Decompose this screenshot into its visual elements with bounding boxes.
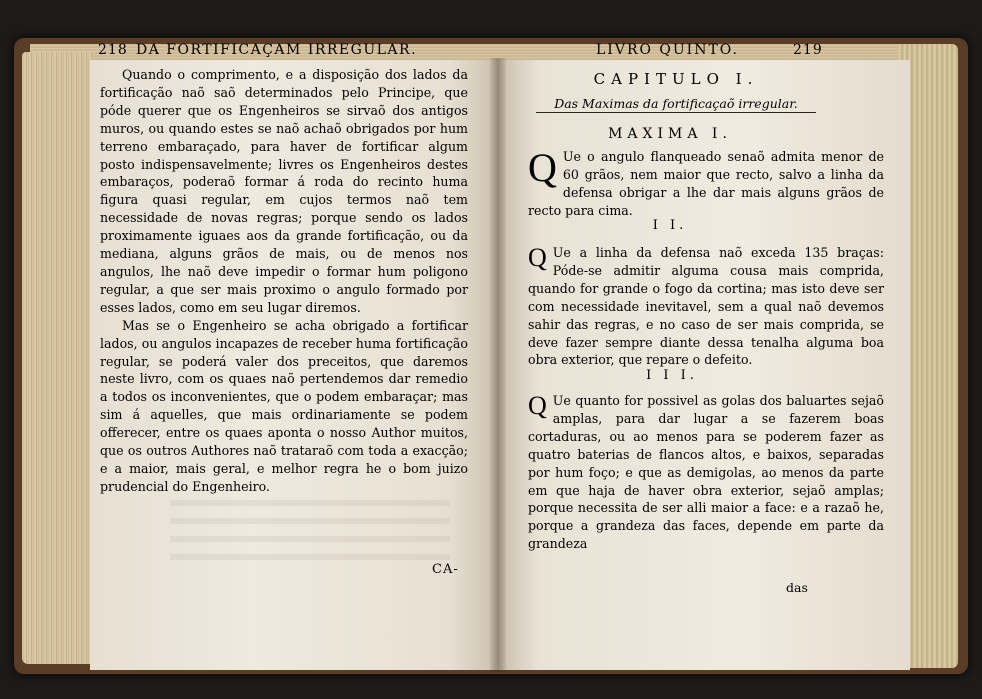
left-running-head: DA FORTIFICAÇAM IRREGULAR. [136,42,418,58]
drop-cap: Q [528,145,557,190]
maxim-heading: MAXIMA I. [608,126,732,142]
maxim-2-heading: I I. [652,218,688,233]
show-through-text [170,500,450,560]
left-page-number: 218 [98,42,128,58]
maxim-3-heading: I I I. [646,368,698,383]
right-page-number: 219 [793,42,823,58]
chapter-subtitle: Das Maximas da fortificaçaõ irregular. [536,96,816,113]
maxim-text: Ue o angulo flanqueado senaõ admita menor de 60 grãos, nem maior que recto, salvo a linha da defensa obrigar a lhe dar mais alguns grãos de recto para cima. [528,149,884,218]
drop-cap: Q [528,391,547,420]
maxim-text: Ue quanto for possivel as golas dos baluartes sejaõ amplas, para dar lugar a se fazerem boas cortaduras, ou ao menos para se poderem fazer as quatro baterias de flancos altos, e baixos, separadas por hum foço; e que as demigolas, ao menos da parte em que haja de haver obra exterior, sejaõ amplas; porque necessita de ser alli maior a face: e a razaõ he, porque a grandeza das faces, depende em parte da grandeza [528,393,884,552]
paragraph: Quando o comprimento, e a disposição dos lados da fortificação naõ saõ determinados pelo Principe, que póde querer que os Engenheiros se sirvaõ dos antigos muros, ou quando estes se naõ achaõ obrigados por hum terreno embaraçado, para haver de fortificar algum posto indispensavelmente; livres os Engenheiros destes embaraços, poderaõ formar á roda do recinto huma figura quasi regular, em cujos termos naõ tem necessidade de novas regras; porque sendo os lados proximamente iguaes aos da grande fortificação, ou da mediana, alguns grãos de mais, ou de menos nos angulos, lhe naõ deve impedir o formar hum poligono regular, a que ser mais proximo o angulo formado por esses lados, como em seu lugar diremos. [100,67,468,315]
drop-cap: Q [528,243,547,272]
chapter-title: CAPITULO I. [593,70,759,88]
maxim-text: Ue a linha da defensa naõ exceda 135 braças: Póde-se admitir alguma cousa mais comprida, quando for grande o fogo da cortina; mas isto deve ser com necessidade inevitavel, sem a qual naõ devemos sahir das regras, e no caso de ser mais comprida, se deve fazer sempre diante dessa tenalha alguma boa obra exterior, que repare o defeito. [528,245,884,368]
page-edges-left [22,52,92,664]
book-gutter [490,58,506,672]
maxim-3 [528,392,884,553]
paragraph: Mas se o Engenheiro se acha obrigado a fortificar lados, ou angulos incapazes de receber huma fortificação regular, se poderá valer dos preceitos, que daremos neste livro, com os quaes naõ pertendemos dar remedio a todos os inconvenientes, que o podem embaraçar; mas sim á aquelles, que mais ordinariamente se podem offerecer, entre os quaes aponta o nosso Author muitos, que os outros Authores naõ trataraõ com toda a exacção; e a maior, mais geral, e melhor regra he o bom juizo prudencial do Engenheiro. [100,317,468,494]
left-body-text [100,66,468,496]
right-catchword: das [786,580,808,595]
left-catchword: CA- [432,562,459,577]
right-running-head: LIVRO QUINTO. [596,42,739,58]
maxim-2 [528,244,884,369]
maxim-1 [528,145,884,220]
